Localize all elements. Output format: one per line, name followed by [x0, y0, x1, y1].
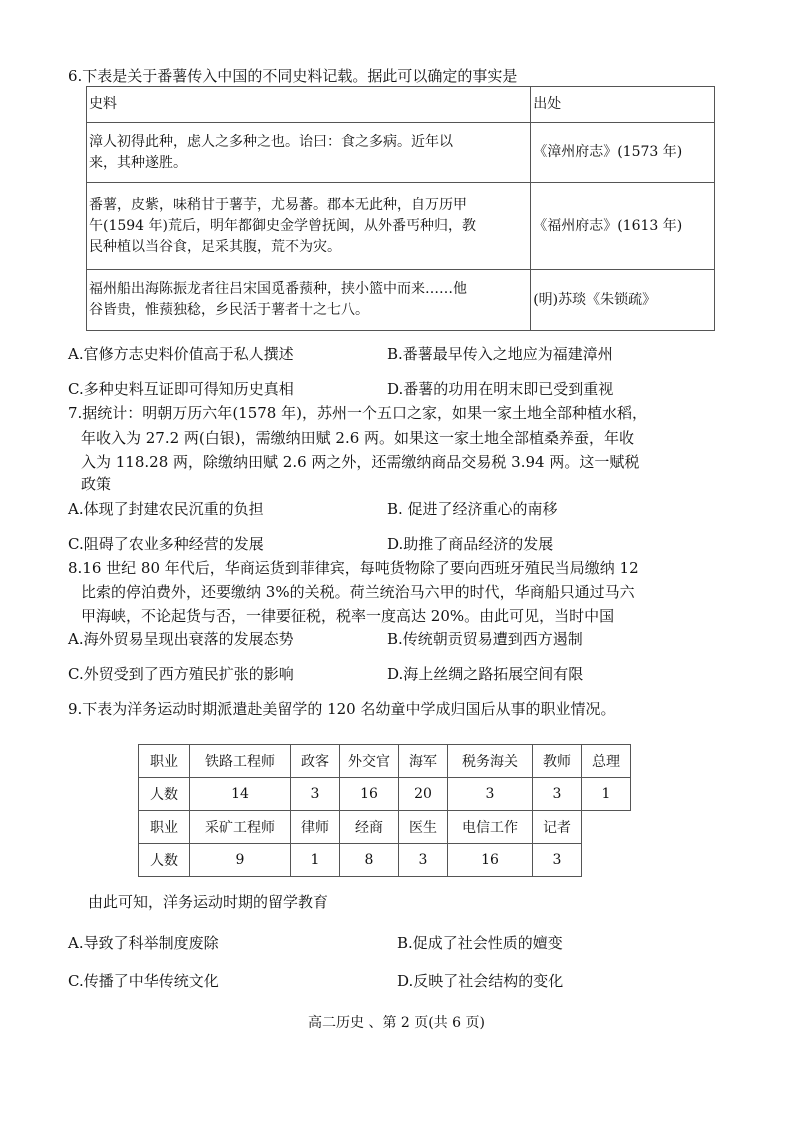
q7-option-b: B. 促进了经济重心的南移	[387, 500, 558, 518]
q9-option-b: B.促成了社会性质的嬗变	[397, 934, 563, 952]
q7-option-a: A.体现了封建农民沉重的负担	[68, 500, 264, 518]
q6-option-b: B.番薯最早传入之地应为福建漳州	[387, 345, 613, 363]
empty-cell	[582, 844, 631, 877]
job-cell: 税务海关	[448, 745, 533, 778]
origin-cell: 《福州府志》(1613 年)	[531, 183, 715, 270]
job-cell: 医生	[399, 811, 448, 844]
job-cell: 教师	[533, 745, 582, 778]
q7-line: 政策	[81, 475, 112, 493]
source-line: 民种植以当谷食，足采其腹，荒不为灾。	[89, 238, 341, 255]
q8-option-b: B.传统朝贡贸易遭到西方遏制	[387, 630, 583, 648]
occupation-table	[138, 744, 631, 877]
count-cell: 1	[582, 778, 631, 811]
q8-line: 甲海峡，不论起货与否，一律要征税，税率一度高达 20%。由此可见，当时中国	[81, 607, 615, 625]
q9-option-a: A.导致了科举制度废除	[68, 934, 219, 952]
job-cell: 电信工作	[448, 811, 533, 844]
q9-stem: 9.下表为洋务运动时期派遣赴美留学的 120 名幼童中学成归国后从事的职业情况。	[68, 700, 616, 718]
source-line: 漳人初得此种，虑人之多种之也。诒曰：食之多病。近年以	[89, 133, 453, 150]
table-row	[139, 778, 631, 811]
job-cell: 政客	[291, 745, 340, 778]
header-source-cell: 史料	[87, 87, 531, 123]
count-cell: 3	[448, 778, 533, 811]
q7-line: 年收入为 27.2 两(白银)，需缴纳田赋 2.6 两。如果这一家土地全部植桑养蚕，年收	[81, 429, 635, 447]
count-cell: 3	[533, 844, 582, 877]
count-cell: 3	[291, 778, 340, 811]
table-row	[87, 270, 715, 331]
q9-lead: 由此可知，洋务运动时期的留学教育	[88, 893, 329, 911]
empty-cell	[582, 811, 631, 844]
q8-line: 比索的停泊费外，还要缴纳 3%的关税。荷兰统治马六甲的时代，华商船只通过马六	[81, 583, 635, 601]
row-header-cell: 职业	[139, 811, 190, 844]
q7-option-d: D.助推了商品经济的发展	[387, 535, 554, 553]
row-header-cell: 人数	[139, 778, 190, 811]
origin-cell: 《漳州府志》(1573 年)	[531, 123, 715, 183]
count-cell: 8	[340, 844, 399, 877]
job-cell: 采矿工程师	[190, 811, 291, 844]
q7-line: 7.据统计：明朝万历六年(1578 年)，苏州一个五口之家，如果一家土地全部种植水稻，	[68, 404, 647, 422]
page-footer: 高二历史 、第 2 页(共 6 页)	[308, 1015, 485, 1031]
source-line: 番薯，皮紫，味稍甘于薯芋，尤易蕃。郡本无此种，自万历甲	[89, 196, 467, 213]
job-cell: 海军	[399, 745, 448, 778]
q9-option-c: C.传播了中华传统文化	[68, 972, 219, 990]
job-cell: 律师	[291, 811, 340, 844]
q6-option-c: C.多种史料互证即可得知历史真相	[68, 380, 294, 398]
job-cell: 记者	[533, 811, 582, 844]
count-cell: 16	[340, 778, 399, 811]
q9-option-d: D.反映了社会结构的变化	[397, 972, 564, 990]
table-row	[139, 844, 631, 877]
q8-option-a: A.海外贸易呈现出衰落的发展态势	[68, 630, 294, 648]
source-line: 谷皆贵，惟蓣独稔，乡民活于薯者十之七八。	[89, 302, 369, 318]
count-cell: 9	[190, 844, 291, 877]
table-row	[87, 123, 715, 183]
source-text-cell	[87, 123, 531, 183]
q6-source-table	[86, 86, 715, 331]
q8-option-d: D.海上丝绸之路拓展空间有限	[387, 665, 584, 683]
q8-option-c: C.外贸受到了西方殖民扩张的影响	[68, 665, 294, 683]
count-cell: 20	[399, 778, 448, 811]
table-row	[139, 811, 631, 844]
row-header-cell: 职业	[139, 745, 190, 778]
table-row	[139, 745, 631, 778]
count-cell: 3	[533, 778, 582, 811]
source-line: 午(1594 年)荒后，明年都御史金学曾抚闽，从外番丐种归，教	[89, 217, 477, 234]
source-text-cell	[87, 183, 531, 270]
job-cell: 铁路工程师	[190, 745, 291, 778]
table-row	[87, 183, 715, 270]
origin-cell: (明)苏琰《朱锁疏》	[531, 270, 715, 331]
q8-line: 8.16 世纪 80 年代后，华商运货到菲律宾，每吨货物除了要向西班牙殖民当局缴纳 12	[68, 559, 639, 577]
q7-option-c: C.阻碍了农业多种经营的发展	[68, 535, 264, 553]
q7-line: 入为 118.28 两，除缴纳田赋 2.6 两之外，还需缴纳商品交易税 3.94 两。这一赋税	[81, 453, 640, 471]
job-cell: 总理	[582, 745, 631, 778]
job-cell: 经商	[340, 811, 399, 844]
table-header-row	[87, 87, 715, 123]
row-header-cell: 人数	[139, 844, 190, 877]
count-cell: 14	[190, 778, 291, 811]
count-cell: 16	[448, 844, 533, 877]
header-origin-cell: 出处	[531, 87, 715, 123]
q6-option-d: D.番薯的功用在明末即已受到重视	[387, 380, 614, 398]
count-cell: 3	[399, 844, 448, 877]
source-line: 福州船出海陈振龙者往吕宋国觅番蓣种，挟小篮中而来……他	[89, 281, 467, 297]
q6-option-a: A.官修方志史料价值高于私人撰述	[68, 345, 294, 363]
q6-stem: 6.下表是关于番薯传入中国的不同史料记载。据此可以确定的事实是	[68, 67, 518, 85]
job-cell: 外交官	[340, 745, 399, 778]
count-cell: 1	[291, 844, 340, 877]
source-line: 来，其种遂胜。	[89, 154, 187, 171]
source-text-cell	[87, 270, 531, 331]
